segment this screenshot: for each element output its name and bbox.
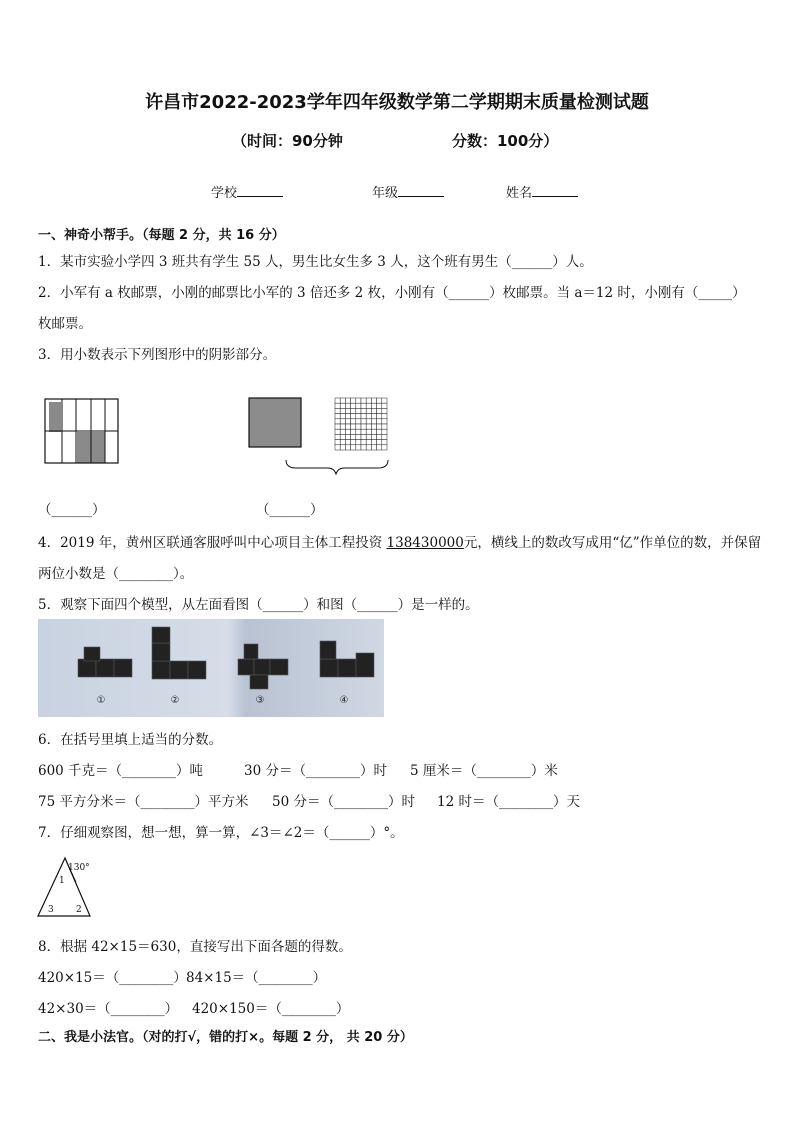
question-3: 3．用小数表示下列图形中的阴影部分。 bbox=[38, 347, 277, 363]
hundred-grid-cell bbox=[366, 429, 371, 434]
hundred-grid-cell bbox=[335, 403, 340, 408]
question-4-line1 bbox=[38, 531, 761, 551]
hundred-grid-cell bbox=[361, 434, 366, 439]
hundred-grid-cell bbox=[371, 414, 376, 419]
hundred-grid-cell bbox=[335, 440, 340, 445]
hundred-grid-cell bbox=[371, 434, 376, 439]
hundred-grid-cell bbox=[340, 445, 345, 450]
q4-text-pre: 4．2019 年，黄州区联通客服呼叫中心项目主体工程投资 bbox=[38, 535, 387, 551]
question-8: 8．根据 42×15＝630，直接写出下面各题的得数。 bbox=[38, 939, 352, 955]
q8-item: 42×30＝（________） bbox=[38, 1001, 179, 1017]
hundred-grid-cell bbox=[361, 429, 366, 434]
hundred-grid-cell bbox=[377, 424, 382, 429]
hundred-grid-cell bbox=[345, 414, 350, 419]
hundred-grid-cell bbox=[377, 408, 382, 413]
hundred-grid-cell bbox=[340, 429, 345, 434]
q8-item: 420×15＝（________） bbox=[38, 970, 187, 986]
hundred-grid-cell bbox=[345, 429, 350, 434]
hundred-grid-cell bbox=[366, 408, 371, 413]
hundred-grid-cell bbox=[335, 429, 340, 434]
hundred-grid-cell bbox=[361, 424, 366, 429]
hundred-grid-cell bbox=[340, 414, 345, 419]
hundred-grid-cell bbox=[377, 434, 382, 439]
question-6: 6．在括号里填上适当的分数。 bbox=[38, 732, 223, 748]
hundred-grid-cell bbox=[382, 408, 387, 413]
question-2-line2: 枚邮票。 bbox=[38, 316, 92, 332]
hundred-grid-cell bbox=[361, 403, 366, 408]
hundred-grid-cell bbox=[345, 424, 350, 429]
hundred-grid-cell bbox=[345, 445, 350, 450]
hundred-grid-cell bbox=[335, 419, 340, 424]
hundred-grid-cell bbox=[366, 403, 371, 408]
fraction-grid-figure bbox=[44, 398, 120, 466]
hundred-grid-cell bbox=[345, 419, 350, 424]
cube-models-drawing bbox=[38, 619, 384, 717]
hundred-grid-cell bbox=[356, 445, 361, 450]
school-label: 学校 bbox=[211, 186, 238, 201]
hundred-grid-cell bbox=[356, 408, 361, 413]
hundred-grid-cell bbox=[356, 434, 361, 439]
hundred-grid-cell bbox=[351, 429, 356, 434]
hundred-grid-cell bbox=[340, 398, 345, 403]
hundred-grid-cell bbox=[361, 419, 366, 424]
hundred-grid-cell bbox=[377, 419, 382, 424]
angle-130-label: 130° bbox=[68, 863, 90, 873]
hundred-grid-cell bbox=[351, 414, 356, 419]
grade-field bbox=[372, 182, 444, 201]
q6-item: 75 平方分米＝（________）平方米 bbox=[38, 794, 249, 810]
name-blank bbox=[532, 184, 578, 197]
hundred-grid-cell bbox=[366, 398, 371, 403]
q8-item: 84×15＝（________） bbox=[186, 970, 327, 986]
q8-item: 420×150＝（________） bbox=[192, 1001, 350, 1017]
hundred-grid-cell bbox=[361, 398, 366, 403]
hundred-grid-cell bbox=[345, 440, 350, 445]
hundred-grid-cell bbox=[382, 403, 387, 408]
hundred-grid-cell bbox=[345, 398, 350, 403]
hundred-grid-cell bbox=[382, 414, 387, 419]
hundred-grid-cell bbox=[335, 445, 340, 450]
hundred-grid-cell bbox=[382, 434, 387, 439]
hundred-grid-cell bbox=[382, 440, 387, 445]
hundred-grid-cell bbox=[351, 398, 356, 403]
hundred-grid-cell bbox=[345, 408, 350, 413]
triangle-figure bbox=[34, 854, 98, 920]
hundred-grid-cell bbox=[377, 429, 382, 434]
hundred-grid-cell bbox=[361, 445, 366, 450]
hundred-grid-cell bbox=[382, 429, 387, 434]
q6-item: 5 厘米＝（________）米 bbox=[410, 763, 558, 779]
hundred-grid-cell bbox=[377, 398, 382, 403]
question-2-line1: 2．小军有 a 枚邮票，小刚的邮票比小军的 3 倍还多 2 枚，小刚有（______）枚邮票。当 a＝12 时，小刚有（_____） bbox=[38, 285, 746, 301]
q4-underlined-number: 138430000 bbox=[386, 535, 464, 551]
model-label-2: ② bbox=[170, 695, 180, 706]
hundred-grid bbox=[335, 398, 387, 450]
school-field bbox=[211, 182, 283, 201]
exam-title: 许昌市2022-2023学年四年级数学第二学期期末质量检测试题 bbox=[145, 92, 649, 113]
grade-blank bbox=[398, 184, 444, 197]
name-field bbox=[506, 182, 578, 201]
hundred-grid-cell bbox=[371, 429, 376, 434]
hundred-grid-cell bbox=[335, 398, 340, 403]
shaded-cell bbox=[49, 402, 61, 432]
hundred-grid-cell bbox=[377, 414, 382, 419]
hundred-grid-cell bbox=[356, 440, 361, 445]
hundred-grid-cell bbox=[340, 434, 345, 439]
hundred-grid-cell bbox=[335, 434, 340, 439]
hundred-grid-cell bbox=[356, 403, 361, 408]
hundred-grid-cell bbox=[356, 424, 361, 429]
hundred-grid-cell bbox=[382, 419, 387, 424]
name-label: 姓名 bbox=[506, 186, 533, 201]
hundred-grid-cell bbox=[366, 419, 371, 424]
q3-answer-1: （______） bbox=[38, 502, 106, 518]
hundred-grid-cell bbox=[345, 403, 350, 408]
hundred-grid-cell bbox=[377, 440, 382, 445]
cube-models-photo bbox=[38, 619, 384, 717]
model-label-3: ③ bbox=[255, 695, 265, 706]
hundred-grid-cell bbox=[340, 419, 345, 424]
hundred-grid-cell bbox=[371, 419, 376, 424]
q4-text-post: 元，横线上的数改写成用“亿”作单位的数，并保留 bbox=[463, 535, 762, 551]
question-1: 1．某市实验小学四 3 班共有学生 55 人，男生比女生多 3 人，这个班有男生（______）人。 bbox=[38, 254, 593, 270]
hundred-grid-cell bbox=[382, 398, 387, 403]
hundred-grid-cell bbox=[351, 434, 356, 439]
q6-item: 30 分＝（________）时 bbox=[244, 763, 387, 779]
q6-item: 50 分＝（________）时 bbox=[272, 794, 415, 810]
hundred-grid-cell bbox=[340, 424, 345, 429]
hundred-grid-cell bbox=[351, 403, 356, 408]
hundred-grid-cell bbox=[361, 408, 366, 413]
q6-item: 12 时＝（________）天 bbox=[437, 794, 580, 810]
grade-label: 年级 bbox=[372, 186, 399, 201]
hundred-grid-cell bbox=[351, 445, 356, 450]
hundred-grid-cell bbox=[340, 408, 345, 413]
hundred-grid-cell bbox=[371, 440, 376, 445]
hundred-grid-cell bbox=[335, 424, 340, 429]
model-label-1: ① bbox=[96, 695, 106, 706]
hundred-grid-cell bbox=[371, 403, 376, 408]
hundred-grid-cell bbox=[351, 424, 356, 429]
hundred-grid-cell bbox=[366, 440, 371, 445]
hundred-grid-cell bbox=[351, 440, 356, 445]
hundred-grid-cell bbox=[366, 414, 371, 419]
decimal-squares-figure bbox=[246, 396, 396, 476]
question-5: 5．观察下面四个模型，从左面看图（______）和图（______）是一样的。 bbox=[38, 597, 479, 613]
hundred-grid-cell bbox=[382, 445, 387, 450]
shaded-cell bbox=[77, 432, 91, 463]
hundred-grid-cell bbox=[366, 445, 371, 450]
hundred-grid-cell bbox=[335, 408, 340, 413]
hundred-grid-cell bbox=[356, 429, 361, 434]
hundred-grid-cell bbox=[356, 419, 361, 424]
hundred-grid-cell bbox=[335, 414, 340, 419]
hundred-grid-cell bbox=[361, 414, 366, 419]
hundred-grid-cell bbox=[361, 440, 366, 445]
question-7: 7．仔细观察图，想一想，算一算，∠3＝∠2＝（______）°。 bbox=[38, 825, 404, 841]
section1-heading: 一、神奇小帮手。（每题 2 分，共 16 分） bbox=[38, 228, 285, 243]
hundred-grid-cell bbox=[371, 398, 376, 403]
angle-1-label: 1 bbox=[59, 876, 65, 886]
hundred-grid-cell bbox=[345, 434, 350, 439]
angle-2-label: 2 bbox=[76, 905, 82, 915]
hundred-grid-cell bbox=[371, 424, 376, 429]
hundred-grid-cell bbox=[366, 424, 371, 429]
brace bbox=[286, 460, 388, 474]
section2-heading: 二、我是小法官。（对的打√，错的打×。每题 2 分， 共 20 分） bbox=[38, 1030, 413, 1045]
angle-3-label: 3 bbox=[48, 905, 54, 915]
hundred-grid-cell bbox=[351, 419, 356, 424]
q6-item: 600 千克＝（________）吨 bbox=[38, 763, 204, 779]
hundred-grid-cell bbox=[371, 408, 376, 413]
q3-answer-2: （______） bbox=[256, 502, 324, 518]
model-label-4: ④ bbox=[339, 695, 349, 706]
shaded-cell bbox=[91, 432, 105, 463]
school-blank bbox=[237, 184, 283, 197]
hundred-grid-cell bbox=[356, 414, 361, 419]
question-4-line2: 两位小数是（________）。 bbox=[38, 566, 194, 582]
hundred-grid-cell bbox=[340, 403, 345, 408]
hundred-grid-cell bbox=[351, 408, 356, 413]
hundred-grid-cell bbox=[340, 440, 345, 445]
shaded-square bbox=[249, 398, 301, 447]
hundred-grid-cell bbox=[377, 403, 382, 408]
hundred-grid-cell bbox=[371, 445, 376, 450]
exam-score: 分数：100分） bbox=[452, 132, 559, 150]
hundred-grid-cell bbox=[382, 424, 387, 429]
hundred-grid-cell bbox=[356, 398, 361, 403]
exam-time: （时间：90分钟 bbox=[232, 132, 343, 150]
hundred-grid-cell bbox=[366, 434, 371, 439]
hundred-grid-cell bbox=[377, 445, 382, 450]
